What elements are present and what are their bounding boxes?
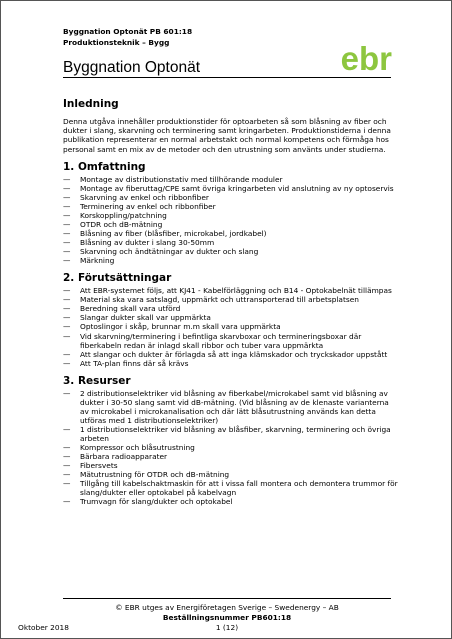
dash-bullet: —	[63, 247, 71, 257]
footer-page-number: 1 (12)	[215, 623, 239, 632]
list-item	[63, 238, 399, 247]
list-item-text: Slangar dukter skall var uppmärkta	[80, 313, 211, 323]
intro-heading: Inledning	[63, 98, 119, 110]
section-heading: 2. Förutsättningar	[63, 272, 172, 285]
dash-bullet: —	[63, 286, 71, 296]
list-item	[63, 479, 399, 497]
list-item	[63, 313, 399, 322]
list-item-text: Bärbara radioapparater	[80, 452, 168, 462]
dash-bullet: —	[63, 470, 71, 480]
dash-bullet: —	[63, 331, 71, 341]
dash-bullet: —	[63, 349, 71, 359]
dash-bullet: —	[63, 256, 71, 266]
dash-bullet: —	[63, 461, 71, 471]
list-item-text: Terminering av enkel och ribbonfiber	[80, 201, 216, 211]
list-item-text: Skarvning av enkel och ribbonfiber	[80, 192, 209, 202]
dash-bullet: —	[63, 479, 71, 489]
dash-bullet: —	[63, 304, 71, 314]
dash-bullet: —	[63, 192, 71, 202]
header-title: Byggnation Optonät PB 601:18	[63, 27, 193, 36]
list-item-text: Tillgång till kabelschaktmaskin för att i vissa fall montera och demontera trummor för slang/dukter eller optokabel på kabelvagn	[80, 479, 398, 498]
list-item	[63, 470, 399, 479]
dash-bullet: —	[63, 442, 71, 452]
logo-text: ebr	[340, 40, 392, 73]
list-item-text: Beredning skall vara utförd	[80, 304, 181, 314]
list-item	[63, 332, 399, 350]
footer-order-number: Beställningsnummer PB601:18	[162, 613, 292, 622]
section-list	[63, 175, 399, 265]
footer-copyright: © EBR utges av Energiföretagen Sverige – Swedenergy – AB	[115, 603, 339, 612]
list-item	[63, 184, 399, 193]
list-item-text: Att slangar och dukter är förlagda så att inga klämskador och tryckskador uppstått	[80, 349, 388, 359]
dash-bullet: —	[63, 497, 71, 507]
list-item-text: Material ska vara satslagd, uppmärkt och uttransporterad till arbetsplatsen	[80, 295, 359, 305]
list-item-text: Montage av distributionstativ med tillhörande moduler	[80, 174, 283, 184]
dash-bullet: —	[63, 238, 71, 248]
list-item	[63, 389, 399, 425]
list-item-text: Kompressor och blåsutrustning	[80, 442, 195, 452]
dash-bullet: —	[63, 211, 71, 220]
header-subtitle: Produktionsteknik – Bygg	[63, 38, 170, 47]
footer-divider	[63, 598, 391, 599]
list-item	[63, 497, 399, 506]
list-item	[63, 175, 399, 184]
list-item	[63, 350, 399, 359]
section-heading: 1. Omfattning	[63, 160, 146, 173]
dash-bullet: —	[63, 229, 71, 239]
dash-bullet: —	[63, 201, 71, 211]
list-item-text: Mätutrustning för OTDR och dB-mätning	[80, 470, 230, 480]
list-item-text: Fibersvets	[80, 461, 118, 471]
footer-date: Oktober 2018	[18, 623, 69, 632]
list-item	[63, 452, 399, 461]
list-item-text: Att EBR-systemet följs, att KJ41 - Kabelförläggning och B14 - Optokabelnät tillämpas	[80, 286, 392, 296]
dash-bullet: —	[63, 388, 71, 398]
list-item-text: 2 distributionselektriker vid blåsning av fiberkabel/microkabel samt vid blåsning av dukter i 30-50 slang samt vid dB-mätning. (Vid blåsning av de klenaste varianterna av microkabel i microkanalisation och där lätt blåsutrustning används kan detta utföras med 1 distributionselektriker)	[80, 388, 389, 425]
title-divider	[63, 77, 391, 78]
list-item-text: Trumvagn för slang/dukter och optokabel	[80, 497, 233, 507]
ebr-logo	[338, 39, 394, 73]
list-item-text: OTDR och dB-mätning	[80, 220, 163, 230]
document-title: Byggnation Optonät	[63, 59, 201, 76]
list-item	[63, 193, 399, 202]
list-item	[63, 443, 399, 452]
document-body	[63, 98, 399, 506]
list-item	[63, 461, 399, 470]
list-item	[63, 247, 399, 256]
intro-paragraph: Denna utgåva innehåller produktionstider för optoarbeten så som blåsning av fiber och dukter i slang, skarvning och terminering samt kringarbeten. Produktionstiderna i denna publikation representerar en normal arbetstakt och normal kompetens och förmåga hos personal samt en mix av de metoder och den utrustning som använts under studierna.	[63, 117, 391, 154]
dash-bullet: —	[63, 452, 71, 462]
list-item-text: Optoslingor i skåp, brunnar m.m skall vara uppmärkta	[80, 322, 281, 332]
dash-bullet: —	[63, 424, 71, 434]
list-item-text: 1 distributionselektriker vid blåsning av blåsfiber, skarvning, terminering och övriga arbeten	[80, 424, 391, 443]
list-item	[63, 256, 399, 265]
list-item-text: Märkning	[80, 256, 115, 266]
list-item-text: Att TA-plan finns där så krävs	[80, 358, 189, 368]
list-item-text: Montage av fiberuttag/CPE samt övriga kringarbeten vid anslutning av ny optoservis	[80, 183, 394, 193]
list-item-text: Blåsning av fiber (blåsfiber, microkabel, jordkabel)	[80, 229, 267, 239]
sections-container	[63, 161, 399, 507]
list-item-text: Korskoppling/patchning	[80, 211, 167, 220]
list-item-text: Skarvning och ändtätningar av dukter och slang	[80, 247, 259, 257]
list-item	[63, 211, 399, 220]
dash-bullet: —	[63, 358, 71, 368]
list-item-text: Vid skarvning/terminering i befintliga skarvboxar och termineringsboxar där fiberkabeln redan är inlagd skall ribbor och tuber vara uppmärkta	[80, 331, 362, 350]
dash-bullet: —	[63, 220, 71, 230]
list-item	[63, 322, 399, 331]
list-item	[63, 286, 399, 295]
section-list	[63, 286, 399, 367]
list-item-text: Blåsning av dukter i slang 30-50mm	[80, 238, 215, 248]
dash-bullet: —	[63, 295, 71, 305]
list-item	[63, 295, 399, 304]
list-item	[63, 220, 399, 229]
list-item	[63, 229, 399, 238]
dash-bullet: —	[63, 174, 71, 184]
dash-bullet: —	[63, 183, 71, 193]
dash-bullet: —	[63, 313, 71, 323]
list-item	[63, 304, 399, 313]
list-item	[63, 425, 399, 443]
dash-bullet: —	[63, 322, 71, 332]
section-list	[63, 389, 399, 507]
list-item	[63, 202, 399, 211]
section-heading: 3. Resurser	[63, 374, 131, 387]
list-item	[63, 359, 399, 368]
